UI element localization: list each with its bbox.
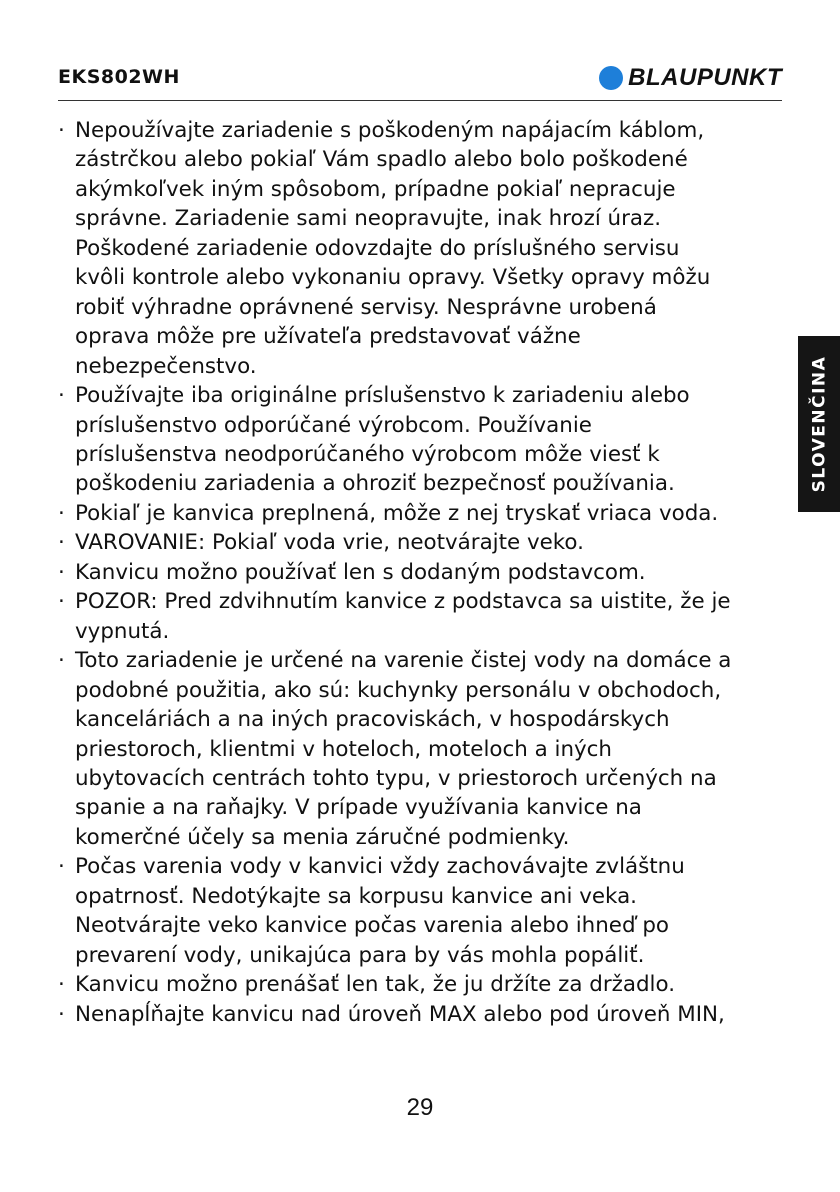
bullet-icon: · (58, 854, 65, 880)
list-item (58, 499, 783, 528)
list-item (58, 646, 783, 852)
paragraph-line: nebezpečenstvo. (75, 353, 257, 379)
paragraph-line: Neotvárajte veko kanvice počas varenia alebo ihneď po (75, 913, 669, 939)
paragraph-line: kvôli kontrole alebo vykonaniu opravy. Všetky opravy môžu (75, 265, 711, 291)
header-divider (58, 100, 782, 101)
paragraph-line: priestoroch, klientmi v hoteloch, moteloch a iných (75, 736, 612, 762)
paragraph-line: akýmkoľvek iným spôsobom, prípadne pokiaľ nepracuje (75, 176, 676, 202)
brand-logo (599, 64, 782, 92)
paragraph-line: robiť výhradne oprávnené servisy. Nesprávne urobená (75, 294, 657, 320)
paragraph-line: Poškodené zariadenie odovzdajte do príslušného servisu (75, 235, 680, 261)
bullet-icon: · (58, 1001, 65, 1027)
paragraph-line: Počas varenia vody v kanvici vždy zachovávajte zvláštnu (75, 854, 685, 880)
paragraph-line: Pokiaľ je kanvica preplnená, môže z nej tryskať vriaca voda. (75, 500, 719, 526)
paragraph-line: oprava môže pre užívateľa predstavovať vážne (75, 324, 581, 350)
brand-dot-icon (599, 66, 623, 90)
paragraph-line: Kanvicu možno prenášať len tak, že ju držíte za držadlo. (75, 972, 675, 998)
safety-instructions-list (58, 116, 783, 1029)
paragraph-line: správne. Zariadenie sami neopravujte, inak hrozí úraz. (75, 206, 662, 232)
paragraph-line: podobné použitia, ako sú: kuchynky personálu v obchodoch, (75, 677, 722, 703)
paragraph-line: POZOR: Pred zdvihnutím kanvice z podstavca sa uistite, že je (75, 589, 731, 615)
paragraph-line: Nepoužívajte zariadenie s poškodeným napájacím káblom, (75, 118, 705, 143)
paragraph-line: vypnutá. (75, 618, 170, 644)
bullet-icon: · (58, 383, 65, 409)
bullet-icon: · (58, 972, 65, 998)
paragraph-line: VAROVANIE: Pokiaľ voda vrie, neotvárajte veko. (75, 530, 584, 556)
paragraph-line: spanie a na raňajky. V prípade využívania kanvice na (75, 795, 642, 821)
bullet-icon: · (58, 500, 65, 526)
paragraph-line: ubytovacích centrách tohto typu, v priestoroch určených na (75, 765, 717, 791)
paragraph-line: zástrčkou alebo pokiaľ Vám spadlo alebo bolo poškodené (75, 147, 688, 173)
list-item (58, 528, 783, 557)
paragraph-line: Nenapĺňajte kanvicu nad úroveň MAX alebo pod úroveň MIN, (75, 1001, 725, 1027)
list-item (58, 558, 783, 587)
brand-name: BLAUPUNKT (628, 64, 782, 91)
paragraph-line: Kanvicu možno používať len s dodaným podstavcom. (75, 559, 646, 585)
bullet-icon: · (58, 559, 65, 585)
list-item (58, 587, 783, 646)
model-number: EKS802WH (58, 66, 180, 88)
paragraph-line: Používajte iba originálne príslušenstvo k zariadeniu alebo (75, 383, 690, 409)
paragraph-line: poškodeniu zariadenia a ohroziť bezpečnosť používania. (75, 471, 675, 497)
paragraph-line: komerčné účely sa menia záručné podmienky. (75, 824, 570, 850)
bullet-icon: · (58, 118, 65, 143)
list-item (58, 852, 783, 970)
paragraph-line: príslušenstva neodporúčaného výrobcom môže viesť k (75, 441, 660, 467)
bullet-icon: · (58, 648, 65, 674)
page-header (58, 62, 782, 98)
bullet-icon: · (58, 589, 65, 615)
paragraph-line: prevarení vody, unikajúca para by vás mohla popáliť. (75, 942, 645, 968)
list-item (58, 1000, 783, 1029)
paragraph-line: príslušenstvo odporúčané výrobcom. Používanie (75, 412, 592, 438)
page-number: 29 (406, 1094, 434, 1121)
paragraph-line: opatrnosť. Nedotýkajte sa korpusu kanvice ani veka. (75, 883, 637, 909)
language-tab-label: SLOVENČINA (809, 355, 829, 493)
bullet-icon: · (58, 530, 65, 556)
language-tab (798, 336, 840, 512)
list-item (58, 970, 783, 999)
list-item (58, 116, 783, 381)
list-item (58, 381, 783, 499)
paragraph-line: kanceláriách a na iných pracoviskách, v hospodárskych (75, 707, 670, 733)
paragraph-line: Toto zariadenie je určené na varenie čistej vody na domáce a (75, 648, 732, 674)
